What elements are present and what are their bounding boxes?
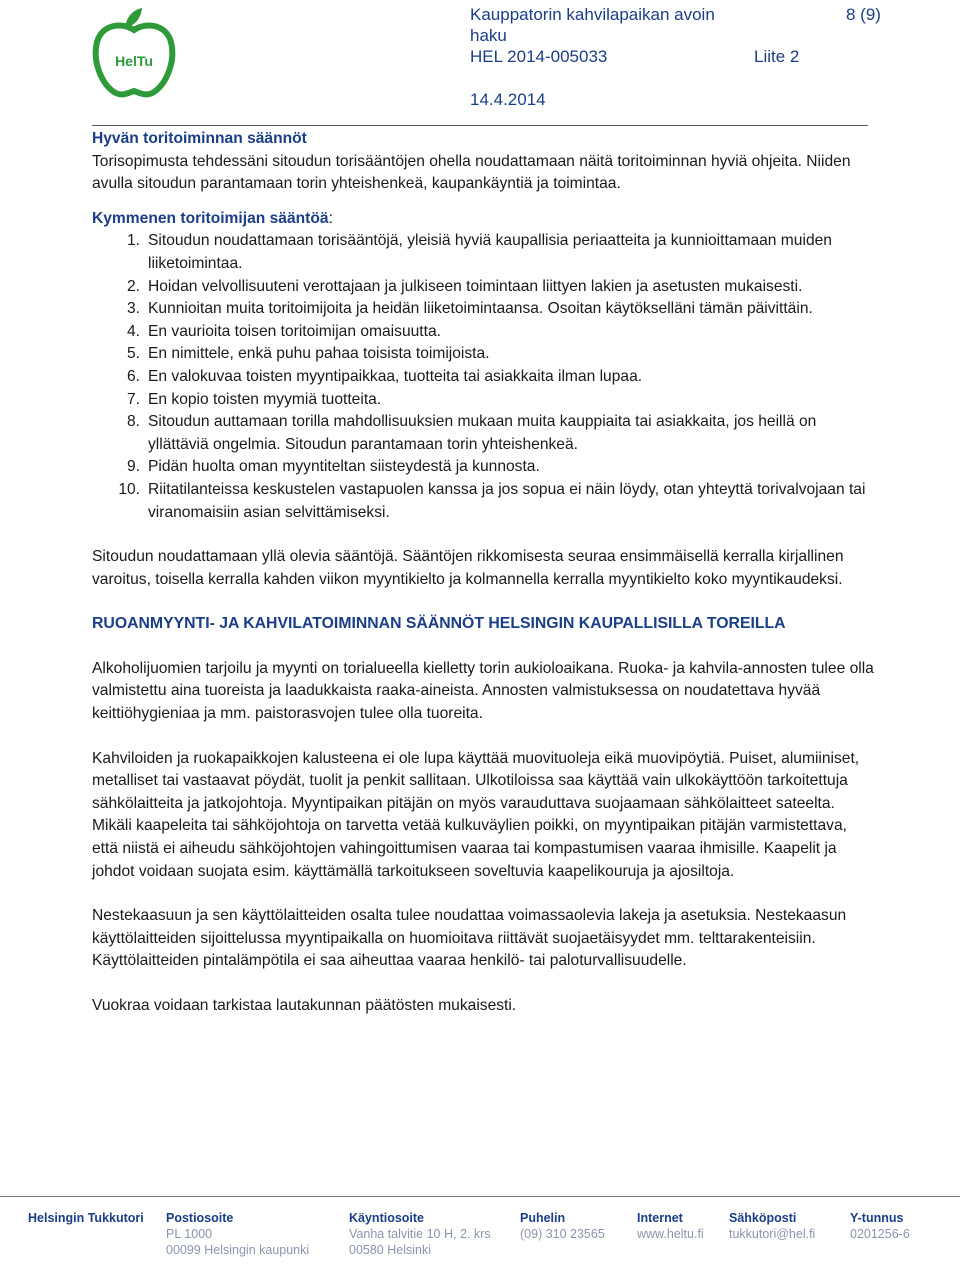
footer-link[interactable]: www.heltu.fi [637,1227,704,1241]
rules-list [92,230,876,524]
rules-heading-suffix: : [328,209,333,227]
list-item [92,456,876,479]
list-item-number: 8. [126,413,140,431]
list-item [92,343,876,366]
list-item [92,276,876,299]
intro-heading: Hyvän toritoiminnan säännöt [92,130,307,147]
footer-line: Vanha talvitie 10 H, 2. krs [349,1227,491,1241]
document-body [92,128,876,1018]
footer-business-id [850,1210,910,1242]
footer-organization [28,1210,144,1226]
list-item-text: En nimittele, enkä puhu pahaa toisista toimijoista. [148,345,490,363]
document-date: 14.4.2014 [470,90,546,109]
list-item [92,298,876,321]
footer-postal-address [166,1210,309,1258]
list-item-text: Riitatilanteissa keskustelen vastapuolen kanssa ja jos sopua ei näin löydy, otan yhteyttä torivalvojaan tai viranomaisiin asian selvittämiseksi. [148,480,866,521]
document-title: Kauppatorin kahvilapaikan avoin haku [470,5,715,45]
footer [0,1210,960,1264]
footer-org-name: Helsingin Tukkutori [28,1211,144,1225]
list-item-number: 3. [126,300,140,318]
rules-heading [92,208,876,231]
list-item [92,479,876,524]
reference-number: HEL 2014-005033 [470,47,608,66]
header-divider [92,125,868,126]
list-item-text: Hoidan velvollisuuteni verottajaan ja julkiseen toimintaan liittyen lakien ja asetusten mukaisesti. [148,277,803,295]
list-item-number: 10. [118,480,140,498]
commitment-text: Sitoudun noudattamaan yllä olevia sääntöjä. Sääntöjen rikkomisesta seuraa ensimmäisellä kerralla kirjallinen varoitus, toisella kerralla kahden viikon myyntikielto ja kolmannella kerralla myyntikielto koko myyntikaudeksi. [92,548,844,588]
food-section-heading: RUOANMYYNTI- JA KAHVILATOIMINNAN SÄÄNNÖT HELSINGIN KAUPALLISILLA TOREILLA [92,615,786,633]
footer-divider [0,1196,960,1197]
list-item-number: 5. [126,345,140,363]
list-item-text: En valokuvaa toisten myyntipaikkaa, tuotteita tai asiakkaita ilman lupaa. [148,367,643,385]
footer-column-heading: Puhelin [520,1211,566,1225]
list-item-text: Sitoudun noudattamaan torisääntöjä, yleisiä hyviä kaupallisia periaatteita ja kunnioittamaan muiden liiketoimintaa. [148,232,832,272]
list-item-text: Pidän huolta oman myyntiteltan siisteydestä ja kunnosta. [148,458,540,476]
footer-column-heading: Sähköposti [729,1211,797,1225]
list-item-number: 2. [126,277,140,295]
footer-column-heading: Internet [637,1211,683,1225]
list-item [92,411,876,456]
footer-link[interactable]: tukkutori@hel.fi [729,1227,816,1241]
footer-column-heading: Käyntiosoite [349,1211,425,1225]
logo-text: HelTu [115,53,153,69]
rules-heading-text: Kymmenen toritoimijan sääntöä [92,209,329,227]
footer-internet [637,1210,704,1242]
footer-column-heading: Postiosoite [166,1211,234,1225]
page-number: 8 (9) [846,5,881,24]
footer-visiting-address [349,1210,491,1258]
list-item-number: 4. [126,322,140,340]
list-item-number: 7. [126,390,140,408]
list-item [92,230,876,275]
apple-logo-icon [92,4,176,100]
footer-line: 00580 Helsinki [349,1243,431,1257]
footer-line: 0201256-6 [850,1227,910,1241]
list-item-text: En kopio toisten myymiä tuotteita. [148,390,382,408]
heltu-logo [92,4,176,100]
food-paragraph: Vuokraa voidaan tarkistaa lautakunnan päätösten mukaisesti. [92,997,517,1014]
list-item-text: En vaurioita toisen toritoimijan omaisuutta. [148,322,441,340]
food-paragraph: Kahviloiden ja ruokapaikkojen kalusteena ei ole lupa käyttää muovituoleja eikä muovipöytiä. Puiset, alumiiniset, metalliset tai vastaavat pöydät, tuolit ja penkit sallitaan. Ulkotiloissa saa käyttää vain ulkokäyttöön tarkoitettuja sähkölaitteita ja jatkojohtoja. Myyntipaikan pitäjän on myös varauduttava suojaamaan sähkölaitteet sateelta. Mikäli kaapeleita tai sähköjohtoja on tarvetta vetää kulkuväylien poikki, on myyntipaikan pitäjän varmistettava, että niistä ei aiheudu sähköjohtojen vahingoittumisen vaaraa tai kompastumisen vaaraa ihmisille. Kaapelit ja johdot voidaan suojata esim. käyttämällä tarkoitukseen soveltuvia kaapelikouruja ja ajosiltoja. [92,749,860,880]
footer-line: PL 1000 [166,1227,213,1241]
footer-phone [520,1210,605,1242]
food-paragraph: Nestekaasuun ja sen käyttölaitteiden osalta tulee noudattaa voimassaolevia lakeja ja asetuksia. Nestekaasun käyttölaitteiden sijoittelussa myyntipaikalla on huomioitava riittävät suojaetäisyydet mm. telttarakenteisiin. Käyttölaitteiden pintalämpötila ei saa aiheuttaa vaaraa henkilö- tai paloturvallisuudelle. [92,907,847,970]
attachment-label: Liite 2 [754,47,800,66]
list-item [92,321,876,344]
footer-line: 00099 Helsingin kaupunki [166,1243,310,1257]
list-item-number: 6. [126,367,140,385]
footer-email [729,1210,815,1242]
footer-line: (09) 310 23565 [520,1227,605,1241]
list-item-number: 9. [126,458,140,476]
footer-column-heading: Y-tunnus [850,1211,904,1225]
list-item-number: 1. [126,232,140,250]
food-paragraph: Alkoholijuomien tarjoilu ja myynti on torialueella kielletty torin aukioloaikana. Ruoka- ja kahvila-annosten tulee olla valmistettu aina tuoreista ja laadukkaista raaka-aineista. Annosten valmistuksessa on noudatettava hyvää keittiöhygieniaa ja mm. paistorasvojen tulee olla tuoreita. [92,659,874,723]
list-item-text: Kunnioitan muita toritoimijoita ja heidän liiketoimintaansa. Osoitan käytökselläni tämän päivittäin. [148,300,813,318]
list-item [92,366,876,389]
list-item-text: Sitoudun auttamaan torilla mahdollisuuksien mukaan muita kauppiaita tai asiakkaita, jos heillä on yllättäviä ongelmia. Sitoudun parantamaan torin yhteishenkeä. [148,413,817,453]
list-item [92,389,876,412]
intro-text: Torisopimusta tehdessäni sitoudun torisääntöjen ohella noudattamaan näitä toritoiminnan hyviä ohjeita. Niiden avulla sitoudun parantamaan torin yhteishenkeä, kaupankäyntiä ja toimintaa. [92,152,851,193]
